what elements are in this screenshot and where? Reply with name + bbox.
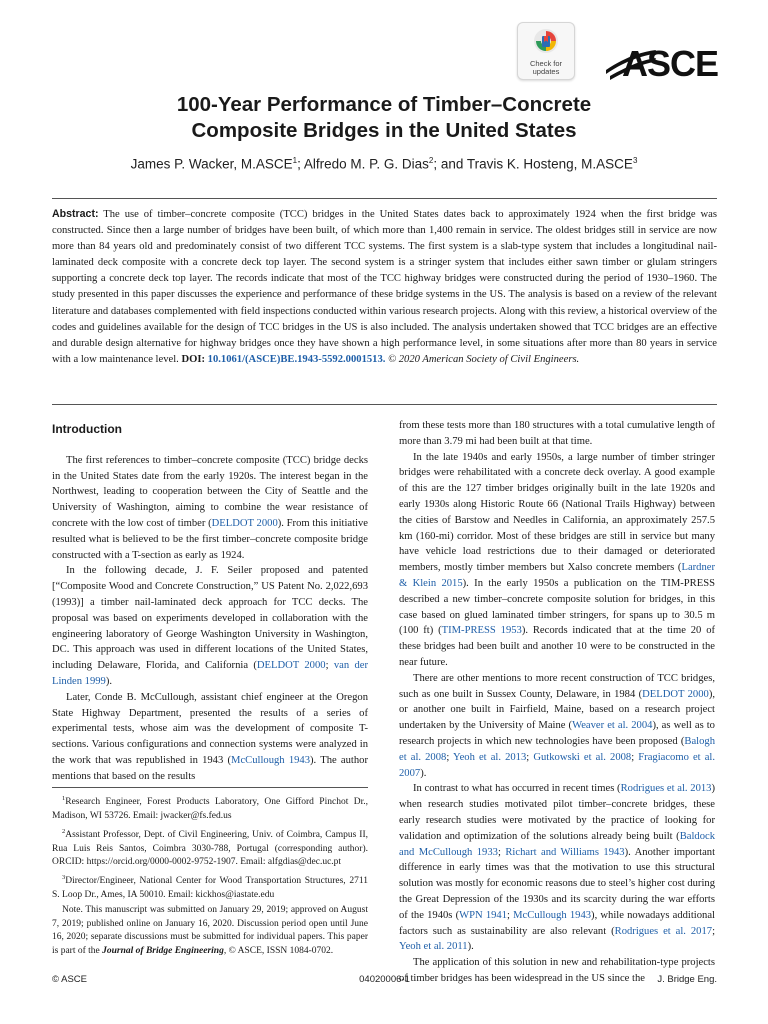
citation-link[interactable]: van der Linden 1999: [52, 660, 368, 687]
badge-line-1: Check for: [529, 59, 563, 68]
abstract-copyright: © 2020 American Society of Civil Engineers.: [388, 353, 580, 365]
citation-link[interactable]: Rodrigues et al. 2013: [620, 783, 712, 795]
citation-link[interactable]: DELDOT 2000: [211, 517, 278, 529]
footer-article-number: 04020006-1: [359, 974, 410, 985]
intro-paragraph-2: In the following decade, J. F. Seiler proposed and patented [“Composite Wood and Concrete Construction,” US Patent No. 2,022,693 (1993)] a timber nail-laminated deck approach for TCC decks. The proposal was based on experiments developed in collaboration with the engineering laboratory of George Washington University in Washington, DC. This approach was used in different locations of the United States, including Delaware, Florida, and California (DELDOT 2000; van der Linden 1999).: [52, 565, 368, 687]
citation-link[interactable]: TIM-PRESS 1953: [441, 625, 522, 637]
author-3: ; and Travis K. Hosteng, M.ASCE: [433, 156, 633, 172]
intro-paragraph-1: The first references to timber–concrete composite (TCC) bridge decks in the United States date from the early 1920s. The interest began in the Northwest, leading to cooperation between the City of Seattle and the University of Washington, aiming to combine the wear resistance of concrete with the low cost of timber (DELDOT 2000). From this initiative resulted what is believed to be the first timber–concrete composite bridge constructed with a T-section as early as 1924.: [52, 454, 369, 561]
right-paragraph-1: from these tests more than 180 structures with a total cumulative length of more than 3.79 mi had been built at that time.: [399, 420, 715, 447]
right-paragraph-5: The application of this solution in new and rehabilitation-type projects of timber bridges has been widespread in the US since the: [399, 957, 715, 984]
left-column: [52, 418, 368, 785]
footnote-1: $^1$Research Engineer, Forest Products Laboratory, One Gifford Pinchot Dr., Madison, WI 53726. Email: jwacker@fs.fed.us: [52, 795, 368, 821]
citation-link[interactable]: Rodrigues et al. 2017: [614, 925, 713, 937]
citation-link[interactable]: Fragiacomo et al. 2007: [399, 751, 716, 779]
footnote-rule: [52, 787, 368, 788]
citation-link[interactable]: DELDOT 2000: [256, 660, 326, 672]
doi-link[interactable]: 10.1061/(ASCE)BE.1943-5592.0001513.: [207, 353, 386, 365]
citation-link[interactable]: Baldock and McCullough 1933: [399, 830, 715, 858]
citation-link[interactable]: DELDOT 2000: [642, 688, 709, 700]
abstract-body: The use of timber–concrete composite (TCC) bridges in the United States dates back to approximately 1924 when the first bridge was constructed. Since then a large number of bridges have been built, of which more than 1,400 remain in service. The oldest bridges still in service are now more than 84 years old and predominately consist of two different TCC systems. The first system is a slab-type system that includes a longitudinal nail-laminated deck composite with a concrete deck top layer. The second system is a stringer system that includes either sawn timber or glulam stringers supporting a concrete deck top layer. The records indicate that most of the TCC highway bridges were constructed during the period of 1930–1960. The study presented in this paper discusses the experience and performance of these bridge systems in the US. The analysis is based on a review of the relevant literature and databases complemented with field inspections conducted within various research projects. Along with this review, a historical overview of the codes and guidelines available for the design of TCC bridges in the US is also included. The analysis undertaken showed that TCC bridges are an effective and durable design alternative for highway bridges once they have shown a high performance level, in some situations after more than 80 years in service with a low maintenance level.: [52, 209, 717, 365]
author-1-affil: 1: [292, 156, 298, 165]
author-1: James P. Wacker, M.ASCE: [130, 156, 293, 172]
check-for-updates-badge[interactable]: [517, 22, 575, 80]
section-heading-introduction: Introduction: [52, 422, 122, 436]
article-title: [40, 92, 728, 144]
footnote-2: $^2$Assistant Professor, Dept. of Civil Engineering, Univ. of Coimbra, Campus II, Rua Luis Reis Santos, Coimbra 3030-788, Portugal (corresponding author). ORCID: https://orcid.org/0000-0002-9752-1907. Email: alfgdias@dec.uc.pt: [52, 827, 368, 867]
citation-link[interactable]: Gutkowski et al. 2008: [533, 751, 632, 763]
footnote-3: $^3$Director/Engineer, National Center for Wood Transportation Structures, 2711 S. Loop Dr., Ames, IA 50010. Email: kickhos@iastate.edu: [52, 874, 368, 900]
right-paragraph-2: In the late 1940s and early 1950s, a large number of timber stringer bridges were rehabilitated with a concrete deck overlay. A good example of this are the 127 timber bridges originally built in the late 1920s and early 1930s along Historic Route 66 (National Trails Highway) between the cities of Barstow and Needles in California, an approximately 257.5 km (160-mi) corridor. Most of these bridges are still in service but many have vehicle load restrictions due to their damaged or deteriorated members, mostly timber members but Xalso concrete members (Lardner & Klein 2015). In the early 1950s a publication on the TIM-PRESS described a new timber–concrete composite solution for bridges, in this case based on glued laminated timber stringers, for spans up to 30.5 m (100 ft) (TIM-PRESS 1953). Records indicated that at the time 20 of these bridges had been built and another 10 were to be constructed in the near future.: [399, 451, 716, 668]
right-column: [399, 418, 715, 987]
intro-paragraph-3: Later, Conde B. McCullough, assistant chief engineer at the Oregon State Highway Department, presented the results of a series of experimental tests, whose aim was the development of composite T-sections. Various configurations and connection systems were analyzed in the work that was republished in 1943 (McCullough 1943). The author mentions that based on the results: [52, 691, 368, 782]
abstract-label: Abstract:: [52, 208, 99, 220]
citation-link[interactable]: Yeoh et al. 2013: [452, 751, 527, 763]
right-paragraph-4: In contrast to what has occurred in recent times (Rodrigues et al. 2013) when research studies motivated pilot timber–concrete bridges, these early research studies were motivated by the practice of looking for validation and optimization of the solutions already being built (Baldock and McCullough 1933; Richart and Williams 1943). Another important difference in early times was that the motivation to use this structural solution was mostly for economic reasons due to steel’s higher cost during the Great Depression of the 1930s and its scarcity during the war efforts of the 1940s (WPN 1941; McCullough 1943), while nowadays additional factors such as sustainability are also relevant (Rodrigues et al. 2017; Yeoh et al. 2011).: [399, 783, 716, 953]
author-2: ; Alfredo M. P. G. Dias: [297, 156, 429, 172]
submission-note: Note. This manuscript was submitted on January 29, 2019; approved on August 7, 2019; published online on January 16, 2020. Discussion period open until June 16, 2020; separate discussions must be submitted for individual papers. This paper is part of the Journal of Bridge Engineering, © ASCE, ISSN 1084-0702.: [52, 905, 368, 956]
check-updates-icon: [533, 28, 559, 54]
asce-logo: [604, 40, 720, 80]
title-line-1: 100-Year Performance of Timber–Concrete: [176, 93, 592, 116]
page-footer: [52, 974, 717, 990]
journal-name: Journal of Bridge Engineering: [102, 945, 224, 956]
citation-link[interactable]: WPN 1941: [459, 909, 508, 921]
citation-link[interactable]: Lardner & Klein 2015: [399, 562, 715, 589]
doi-label: DOI:: [181, 353, 205, 365]
author-3-affil: 3: [632, 156, 638, 165]
abstract-bottom-rule: [52, 404, 717, 405]
abstract: [52, 206, 717, 368]
author-2-affil: 2: [428, 156, 434, 165]
citation-link[interactable]: McCullough 1943: [231, 754, 311, 766]
badge-line-2: updates: [532, 67, 560, 76]
abstract-top-rule: [52, 198, 717, 199]
asce-logo-text: ASCE: [622, 43, 719, 80]
title-line-2: Composite Bridges in the United States: [191, 119, 577, 142]
footnotes: [52, 787, 368, 960]
citation-link[interactable]: Yeoh et al. 2011: [399, 941, 468, 953]
citation-link[interactable]: McCullough 1943: [513, 909, 592, 921]
author-list: [40, 156, 728, 172]
footer-journal: J. Bridge Eng.: [657, 974, 717, 985]
right-paragraph-3: There are other mentions to more recent construction of TCC bridges, such as one built in Sussex County, Delaware, in 1984 (DELDOT 2000), or another one built in Fairfield, Maine, based on a research project undertaken by the University of Maine (Weaver et al. 2004), as well as to research projects in which new technologies have been proposed (Balogh et al. 2008; Yeoh et al. 2013; Gutkowski et al. 2008; Fragiacomo et al. 2007).: [399, 672, 716, 779]
citation-link[interactable]: Richart and Williams 1943: [505, 846, 625, 858]
citation-link[interactable]: Weaver et al. 2004: [572, 720, 653, 732]
citation-link[interactable]: Balogh et al. 2008: [399, 735, 715, 763]
footer-copyright: © ASCE: [52, 974, 87, 985]
